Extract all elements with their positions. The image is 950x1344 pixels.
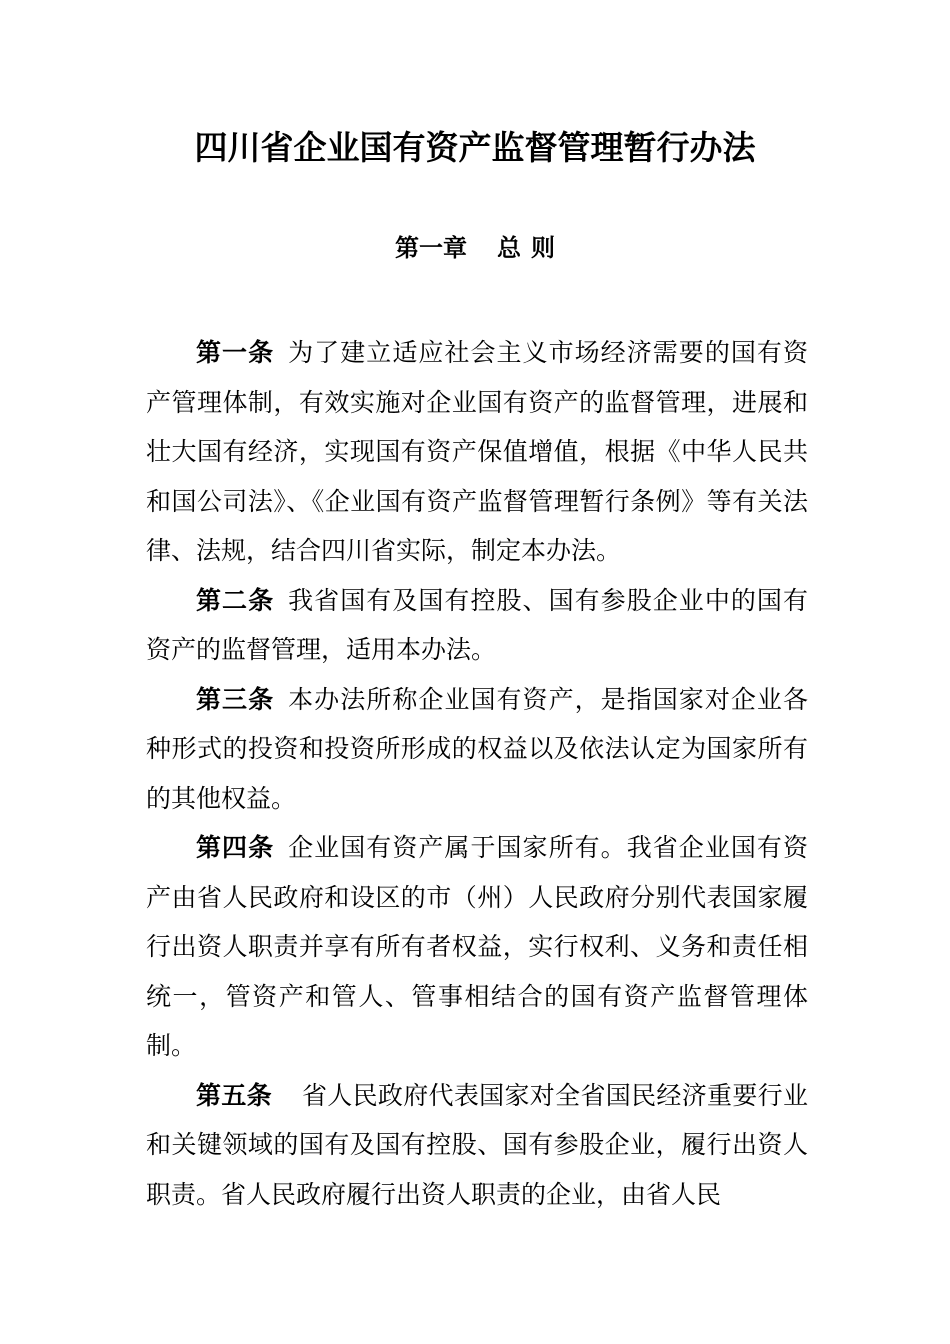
article-text: 省人民政府代表国家对全省国民经济重要行业和关键领域的国有及国有控股、国有参股企业，履行出资人职责。省人民政府履行出资人职责的企业，由省人民 xyxy=(146,1080,808,1209)
chapter-name-part2: 则 xyxy=(531,234,555,262)
article-text: 为了建立适应社会主义市场经济需要的国有资产管理体制，有效实施对企业国有资产的监督管理，进展和壮大国有经济，实现国有资产保值增值，根据《中华人民共和国公司法》、《企业国有资产监督管理暂行条例》等有关法律、法规，结合四川省实际，制定本办法。 xyxy=(146,338,808,565)
article-text: 企业国有资产属于国家所有。我省企业国有资产由省人民政府和设区的市（州）人民政府分别代表国家履行出资人职责并享有所有者权益，实行权利、义务和责任相统一，管资产和管人、管事相结合的国有资产监督管理体制。 xyxy=(146,833,808,1060)
article-1 xyxy=(146,328,808,576)
document-body xyxy=(146,328,808,1219)
article-label: 第三条 xyxy=(196,684,275,714)
article-3 xyxy=(146,675,808,824)
article-text: 本办法所称企业国有资产，是指国家对企业各种形式的投资和投资所形成的权益以及依法认定为国家所有的其他权益。 xyxy=(146,684,808,813)
article-label: 第五条 xyxy=(196,1080,272,1110)
chapter-heading xyxy=(0,228,950,268)
document-title: 四川省企业国有资产监督管理暂行办法 xyxy=(194,128,756,167)
article-4 xyxy=(146,823,808,1071)
chapter-number: 第一章 xyxy=(395,234,467,262)
article-5 xyxy=(146,1071,808,1220)
article-label: 第四条 xyxy=(196,833,275,862)
chapter-name-part1: 总 xyxy=(497,234,521,262)
article-label: 第一条 xyxy=(196,338,275,367)
article-text: 我省国有及国有控股、国有参股企业中的国有资产的监督管理，适用本办法。 xyxy=(146,585,808,664)
article-2 xyxy=(146,576,808,675)
article-label: 第二条 xyxy=(196,585,275,615)
